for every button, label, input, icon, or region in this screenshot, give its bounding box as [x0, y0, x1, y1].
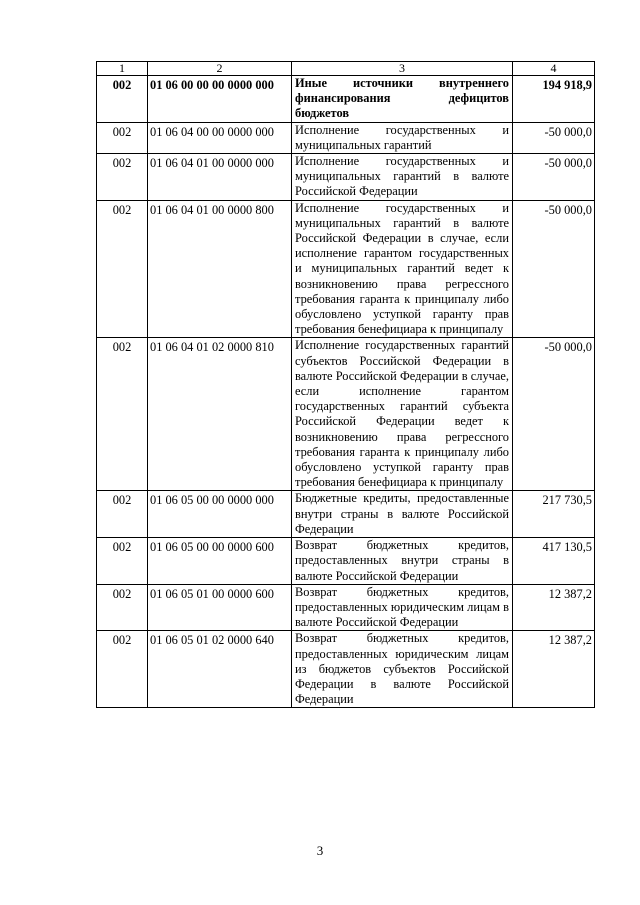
table-row	[97, 122, 595, 153]
table-row	[97, 200, 595, 338]
amount-cell: -50 000,0	[513, 338, 595, 491]
source-name-cell: Исполнение государственных гарантий субъектов Российской Федерации в валюте Российской Федерации в случае, если исполнение гарантом государственных гарантий субъекта Российской Федерации ведет к возникновению права регрессного требования гаранта к принципалу либо обусловлено уступкой гаранту прав требования бенефициара к принципалу	[292, 338, 513, 491]
budget-sources-table	[96, 61, 595, 708]
admin-code-cell: 002	[97, 76, 148, 123]
amount-cell: 12 387,2	[513, 584, 595, 631]
admin-code-cell: 002	[97, 584, 148, 631]
table-row	[97, 538, 595, 585]
amount-cell: -50 000,0	[513, 200, 595, 338]
header-col-4: 4	[513, 62, 595, 76]
table-row	[97, 584, 595, 631]
table-row	[97, 154, 595, 201]
table-row	[97, 76, 595, 123]
amount-cell: 194 918,9	[513, 76, 595, 123]
table-header-row	[97, 62, 595, 76]
admin-code-cell: 002	[97, 538, 148, 585]
amount-cell: -50 000,0	[513, 154, 595, 201]
admin-code-cell: 002	[97, 154, 148, 201]
table-body	[97, 62, 595, 708]
admin-code-cell: 002	[97, 200, 148, 338]
source-name-cell: Бюджетные кредиты, предоставленные внутри страны в валюте Российской Федерации	[292, 491, 513, 538]
budget-code-cell: 01 06 05 01 00 0000 600	[148, 584, 292, 631]
admin-code-cell: 002	[97, 631, 148, 708]
admin-code-cell: 002	[97, 491, 148, 538]
budget-code-cell: 01 06 04 00 00 0000 000	[148, 122, 292, 153]
source-name-cell: Иные источники внутреннего финансирования дефицитов бюджетов	[292, 76, 513, 123]
budget-code-cell: 01 06 04 01 02 0000 810	[148, 338, 292, 491]
budget-code-cell: 01 06 05 01 02 0000 640	[148, 631, 292, 708]
header-col-2: 2	[148, 62, 292, 76]
source-name-cell: Исполнение государственных и муниципальных гарантий в валюте Российской Федерации	[292, 154, 513, 201]
budget-code-cell: 01 06 05 00 00 0000 000	[148, 491, 292, 538]
table-row	[97, 631, 595, 708]
amount-cell: 417 130,5	[513, 538, 595, 585]
budget-code-cell: 01 06 00 00 00 0000 000	[148, 76, 292, 123]
budget-code-cell: 01 06 04 01 00 0000 800	[148, 200, 292, 338]
table-row	[97, 491, 595, 538]
table-row	[97, 338, 595, 491]
source-name-cell: Возврат бюджетных кредитов, предоставленных внутри страны в валюте Российской Федерации	[292, 538, 513, 585]
header-col-1: 1	[97, 62, 148, 76]
source-name-cell: Исполнение государственных и муниципальных гарантий в валюте Российской Федерации в случае, если исполнение гарантом государственных и муниципальных гарантий ведет к возникновению права регрессного требования гаранта к принципалу либо обусловлено уступкой гаранту прав требования бенефициара к принципалу	[292, 200, 513, 338]
admin-code-cell: 002	[97, 338, 148, 491]
amount-cell: -50 000,0	[513, 122, 595, 153]
source-name-cell: Возврат бюджетных кредитов, предоставленных юридическим лицам из бюджетов субъектов Российской Федерации в валюте Российской Федерации	[292, 631, 513, 708]
amount-cell: 217 730,5	[513, 491, 595, 538]
header-col-3: 3	[292, 62, 513, 76]
source-name-cell: Исполнение государственных и муниципальных гарантий	[292, 122, 513, 153]
budget-code-cell: 01 06 04 01 00 0000 000	[148, 154, 292, 201]
amount-cell: 12 387,2	[513, 631, 595, 708]
source-name-cell: Возврат бюджетных кредитов, предоставленных юридическим лицам в валюте Российской Федерации	[292, 584, 513, 631]
page-number: 3	[316, 843, 324, 858]
budget-code-cell: 01 06 05 00 00 0000 600	[148, 538, 292, 585]
admin-code-cell: 002	[97, 122, 148, 153]
